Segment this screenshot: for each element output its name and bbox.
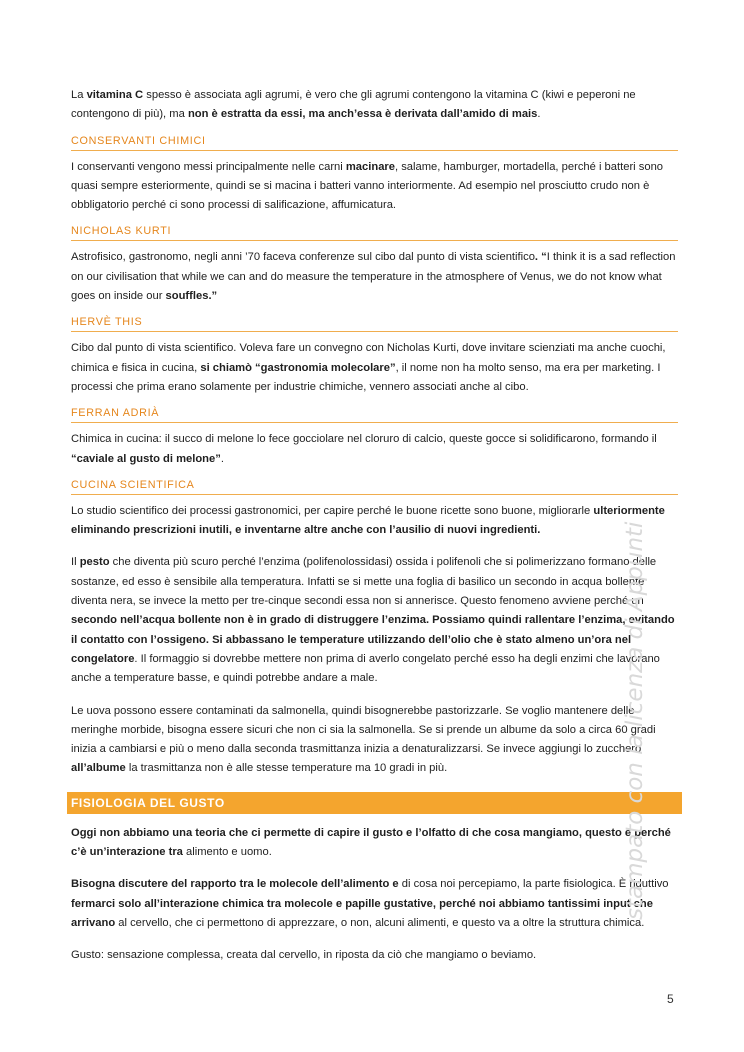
bold-text-run: fermarci solo all’interazione chimica tra molecole e papille gustative, perché noi abbiamo tantissimi input che arrivano (71, 897, 653, 929)
bold-text-run: secondo nell’acqua bollente non è in grado di distruggere l’enzima. Possiamo quindi rallentare l’enzima, evitando il contatto con l’ossigeno. Si abbassano le temperature utilizzando dell’olio che è stato almeno un’ora nel congelatore (71, 614, 675, 665)
text-run: Gusto: sensazione complessa, creata dal cervello, in riposta da ciò che mangiamo o beviamo. (71, 949, 537, 962)
text-run: spesso è associata agli agrumi, è vero che gli agrumi contengono la vitamina C (kiwi e peperoni ne contengono di più), ma (71, 89, 636, 121)
document-body (71, 86, 678, 966)
text-run: . (220, 452, 224, 465)
paragraph-cucina-1 (71, 502, 678, 541)
bold-text-run: macinare (345, 160, 395, 173)
paragraph-pesto (71, 553, 678, 688)
paragraph-uova (71, 702, 678, 779)
text-run: Cibo dal punto di vista scientifico. Voleva fare un convegno con Nicholas Kurti, dove invitare scienziati ma anche cuochi, chimica e fisica in cucina, (71, 342, 666, 374)
paragraph-kurti (71, 248, 678, 306)
paragraph-fisiologia-1 (71, 824, 678, 863)
watermark-text: stampato con la licenza di Appunti (622, 521, 648, 920)
text-run: al cervello, che ci permettono di apprezzare, o non, alcuni alimenti, e questo va a oltre la struttura chimica. (115, 916, 645, 929)
bold-text-run: “caviale al gusto di melone” (71, 452, 221, 465)
text-run: la trasmittanza non è alle stesse temperature ma 10 gradi in più. (125, 762, 448, 775)
text-run: di cosa noi percepiamo, la parte fisiologica. È riduttivo (398, 878, 669, 891)
heading-herve-this: HERVÈ THIS (71, 316, 678, 332)
text-run: Il (71, 556, 80, 569)
text-run: , salame, hamburger, mortadella, perché i batteri sono quasi sempre esteriormente, quindi se si macina i batteri vanno interiormente. Ad esempio nel prosciutto crudo non è obbligatorio perché ci sono processi di salificazione, affumicatura. (71, 160, 664, 212)
heading-ferran-adria: FERRAN ADRIÀ (71, 407, 678, 423)
bold-text-run: souffles.” (165, 290, 218, 303)
text-run: alimento e uomo. (182, 846, 272, 859)
bold-text-run: ulteriormente eliminando prescrizioni inutili, e inventarne altre anche con l’ausilio di nuovi ingredienti. (71, 504, 665, 537)
text-run: I conservanti vengono messi principalmente nelle carni (71, 160, 346, 173)
bold-text-run: . “ (534, 251, 547, 264)
paragraph-vitamina-c (71, 86, 678, 125)
text-run: La (71, 89, 87, 101)
heading-fisiologia-del-gusto: FISIOLOGIA DEL GUSTO (67, 792, 682, 814)
bold-text-run: pesto (79, 556, 110, 569)
heading-nicholas-kurti: NICHOLAS KURTI (71, 225, 678, 241)
paragraph-adria (71, 430, 678, 469)
page-number: 5 (667, 992, 674, 1006)
bold-text-run: si chiamò “gastronomia molecolare” (200, 361, 396, 374)
bold-text-run: Bisogna discutere del rapporto tra le molecole dell’alimento e (71, 878, 399, 891)
text-run: Astrofisico, gastronomo, negli anni ’70 faceva conferenze sul cibo dal punto di vista scientifico (71, 251, 535, 264)
paragraph-this (71, 339, 678, 397)
text-run: Chimica in cucina: il succo di melone lo fece gocciolare nel cloruro di calcio, queste gocce si solidificarono, formando il (71, 433, 657, 446)
heading-conservanti-chimici: CONSERVANTI CHIMICI (71, 135, 678, 151)
text-run: Lo studio scientifico dei processi gastronomici, per capire perché le buone ricette sono buone, migliorarle (71, 504, 594, 517)
paragraph-conservanti (71, 158, 678, 216)
text-run: che diventa più scuro perché l’enzima (polifenolossidasi) ossida i polifenoli che si polimerizzano formano delle sostanze, ed esso è sensibile alla temperatura. Infatti se si mette una foglia di basilico un secondo in acqua bollente diventa nera, se invece la metto per tre-cinque secondi essa non si annerisce. Questo fenomeno avviene perché un (71, 556, 657, 608)
bold-text-run: Oggi non abbiamo una teoria che ci permette di capire il gusto e l’olfatto di che cosa mangiamo, questo è perché c’è un’interazione tra (71, 826, 671, 859)
text-run: . (537, 108, 541, 121)
paragraph-fisiologia-3 (71, 946, 678, 965)
text-run: . Il formaggio si dovrebbe mettere non prima di averlo congelato perché esso ha degli enzimi che lavorano anche a temperature basse, e quindi potrebbe andare a male. (71, 652, 660, 685)
text-run: , il nome non ha molto senso, ma era per marketing. I processi che prima erano solamente per industrie chimiche, vennero associati anche al cibo. (71, 361, 661, 393)
text-run: Le uova possono essere contaminati da salmonella, quindi bisognerebbe pastorizzarle. Se voglio mantenere delle meringhe morbide, bisogna essere sicuri che non ci sia la salmonella. Se si prende un albume da solo a circa 60 gradi inizia a cambiarsi e più o meno dalla seconda trasmittanza inizia a denaturalizzarsi. Se invece aggiungi lo zucchero (71, 704, 656, 756)
text-run: I think it is a sad reflection on our civilisation that while we can and do measure the temperature in the atmosphere of Venus, we do not know what goes on inside our (71, 251, 676, 303)
bold-text-run: all’albume (71, 762, 126, 775)
paragraph-fisiologia-2 (71, 875, 678, 933)
bold-text-run: non è estratta da essi, ma anch’essa è derivata dall’amido di mais (187, 108, 538, 121)
heading-cucina-scientifica: CUCINA SCIENTIFICA (71, 479, 678, 495)
bold-text-run: vitamina C (86, 89, 144, 101)
